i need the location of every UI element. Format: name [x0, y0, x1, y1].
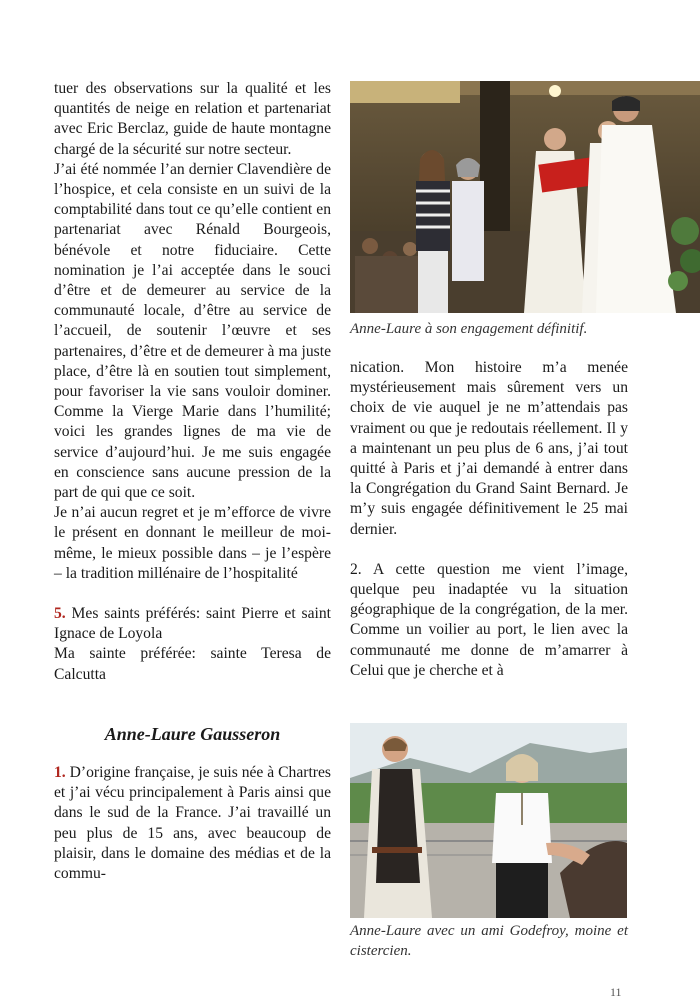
- answer-5-line1: Mes saints préférés: saint Pierre et saint Ignace de Loyola: [54, 605, 331, 643]
- paragraph-snow-observations: tuer des observations sur la qualité et les quantités de neige en relation et partenariat avec Eric Berclaz, guide de haute montagne chargé de la sécurité sur notre secteur.: [54, 80, 331, 158]
- paragraph-communication: nication. Mon histoire m’a menée mystérieusement mais sûrement vers un choix de vie auquel je ne m’attendais pas vraiment ou que je redoutais réellement. Il y a maintenant un peu plus de 6 ans, j’ai tout quitté à Paris et j’ai demandé à entrer dans la Congrégation du Grand Saint Bernard. Je m’y suis engagée définitivement le 25 mai dernier.: [350, 359, 628, 538]
- section-heading: Anne-Laure Gausseron: [104, 723, 281, 744]
- paragraph-clavendiere: J’ai été nommée l’an dernier Clavendière de l’hospice, et cela consiste en un suivi de la comptabilité dans tout ce qu’elle contient en partenariat avec Rénald Bourgeois, bénévole et notre fiduciaire. Cette nomination je l’ai acceptée dans le souci d’être et de demeurer au service de la communauté locale, d’être au service de l’accueil, de soutenir l’œuvre et ses partenaires, d’être et de demeurer à ma juste place, d’être là en soutien tout simplement, pour favoriser la vie sans vouloir dominer. Comme la Vierge Marie dans l’humilité; voici les grandes lignes de ma vie de service d’aujourd’hui. Je me suis engagée en conscience sans aucune pression de la part de qui que ce soit.: [54, 160, 331, 502]
- answer-1-text: D’origine française, je suis née à Chartres et j’ai vécu principalement à Paris ainsi que dans le sud de la France. J’ai travaillé un peu plus de 15 ans, avec beaucoup de plaisir, dans le domaine des médias et de la commu-: [54, 763, 331, 882]
- caption-photo-2: Anne-Laure avec un ami Godefroy, moine et cistercien.: [350, 923, 628, 959]
- paragraph-no-regret: Je n’ai aucun regret et je m’efforce de vivre le présent en donnant le meilleur de moi-même, le mieux possible dans – je l’espère – la tradition millénaire de l’hospitalité: [54, 504, 331, 582]
- answer-5-line2: Ma sainte préférée: sainte Teresa de Calcutta: [54, 645, 331, 683]
- answer-1: [54, 763, 331, 884]
- answer-1-number: 1.: [54, 763, 66, 781]
- left-column: [54, 79, 331, 884]
- answer-5: [54, 604, 331, 644]
- page-number: 11: [610, 985, 622, 999]
- answer-5-number: 5.: [54, 605, 66, 623]
- caption-photo-1: Anne-Laure à son engagement définitif.: [350, 321, 588, 337]
- right-column: [350, 358, 628, 681]
- answer-2: 2. A cette question me vient l’image, quelque peu inadaptée vu la situation géographique de la congrégation, de la mer. Comme un voilier au port, le lien avec la communauté me donne de m’amarrer à Celui que je cherche et à: [350, 560, 628, 679]
- photo-engagement-ceremony: [350, 81, 700, 313]
- photo-with-friend-godefroy: [350, 723, 627, 918]
